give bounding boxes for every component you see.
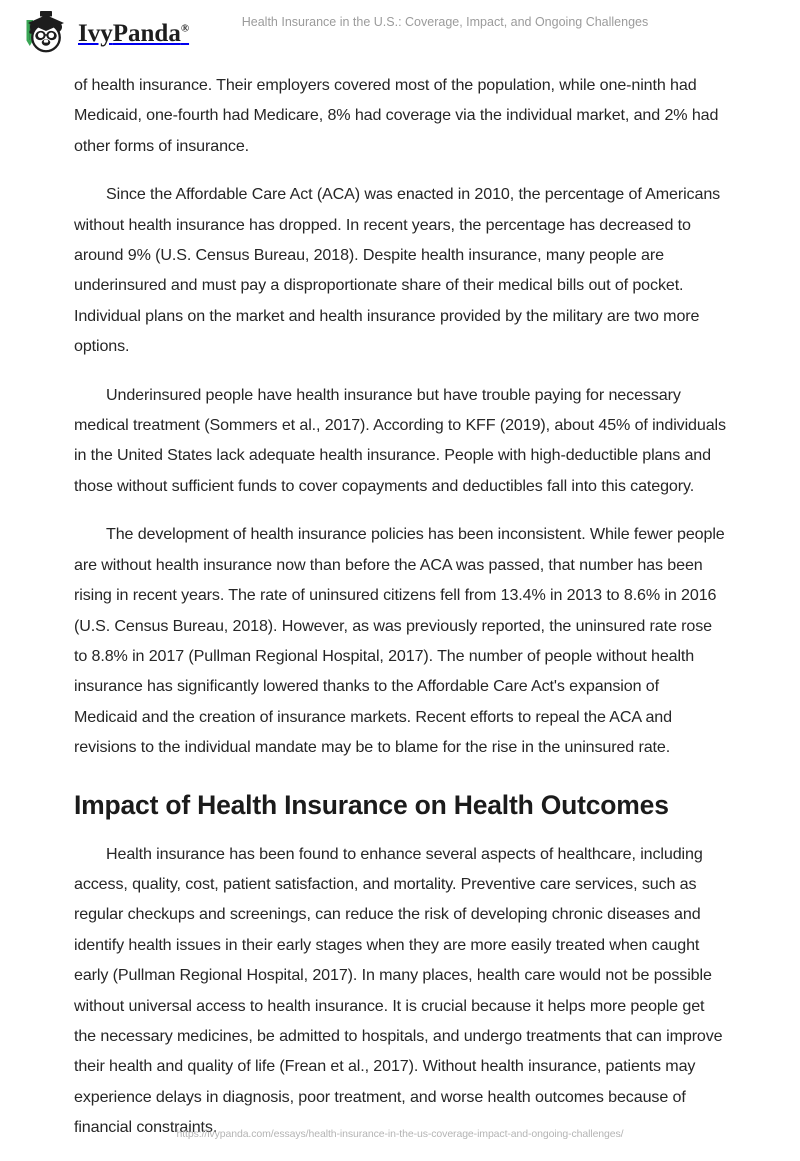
body-paragraph: Underinsured people have health insurance but have trouble paying for necessary medical treatment (Sommers et al., 2017). According to KFF (2019), about 45% of individuals in the United States lack adequate health insurance. People with high-deductible plans and those without sufficient funds to cover copayments and deductibles fall into this category. — [74, 385, 726, 495]
body-paragraph: The development of health insurance policies has been inconsistent. While fewer people are without health insurance now than before the ACA was passed, that number has been rising in recent years. The rate of uninsured citizens fell from 13.4% in 2013 to 8.6% in 2016 (U.S. Census Bureau, 2018). However, as was previously reported, the uninsured rate rose to 8.8% in 2017 (Pullman Regional Hospital, 2017). The number of people without health insurance has significantly lowered thanks to the Affordable Care Act's expansion of Medicaid and the creation of insurance markets. Recent efforts to repeal the ACA and revisions to the individual mandate may be to blame for the rise in the uninsured rate. — [74, 525, 725, 757]
brand-name-panda: Panda — [112, 19, 181, 47]
section-heading: Impact of Health Insurance on Health Outcomes — [74, 789, 669, 820]
running-head-title: Health Insurance in the U.S.: Coverage, Impact, and Ongoing Challenges — [241, 15, 649, 29]
body-paragraph: Health insurance has been found to enhance several aspects of healthcare, including access, quality, cost, patient satisfaction, and mortality. Preventive care services, such as regular checkups and screenings, can reduce the risk of developing chronic diseases and identify health issues in their early stages when they are more easily treated when caught early (Pullman Regional Hospital, 2017). In many places, health care would not be possible without universal access to health insurance. It is crucial because it helps more people get the necessary medicines, be admitted to hospitals, and undergo treatments that can improve their health and quality of life (Frean et al., 2017). Without health insurance, patients may experience delays in diagnosis, poor treatment, and worse health outcomes because of financial constraints. — [74, 844, 723, 1137]
brand-name-ivy: Ivy — [78, 19, 113, 47]
registered-trademark-icon: ® — [180, 22, 190, 35]
page-footer — [0, 1124, 800, 1142]
source-url-link[interactable]: https://ivypanda.com/essays/health-insurance-in-the-us-coverage-impact-and-ongoing-challenges/ — [176, 1128, 624, 1140]
body-paragraph: of health insurance. Their employers covered most of the population, while one-ninth had Medicaid, one-fourth had Medicare, 8% had coverage via the individual market, and 2% had other forms of insurance. — [74, 76, 719, 155]
document-body — [74, 70, 726, 1161]
body-paragraph: Since the Affordable Care Act (ACA) was enacted in 2010, the percentage of Americans without health insurance has dropped. In recent years, the percentage has decreased to around 9% (U.S. Census Bureau, 2018). Despite health insurance, many people are underinsured and must pay a disproportionate share of their medical bills out of pocket. Individual plans on the market and health insurance provided by the military are two more options. — [74, 185, 721, 356]
page-header — [0, 0, 800, 62]
